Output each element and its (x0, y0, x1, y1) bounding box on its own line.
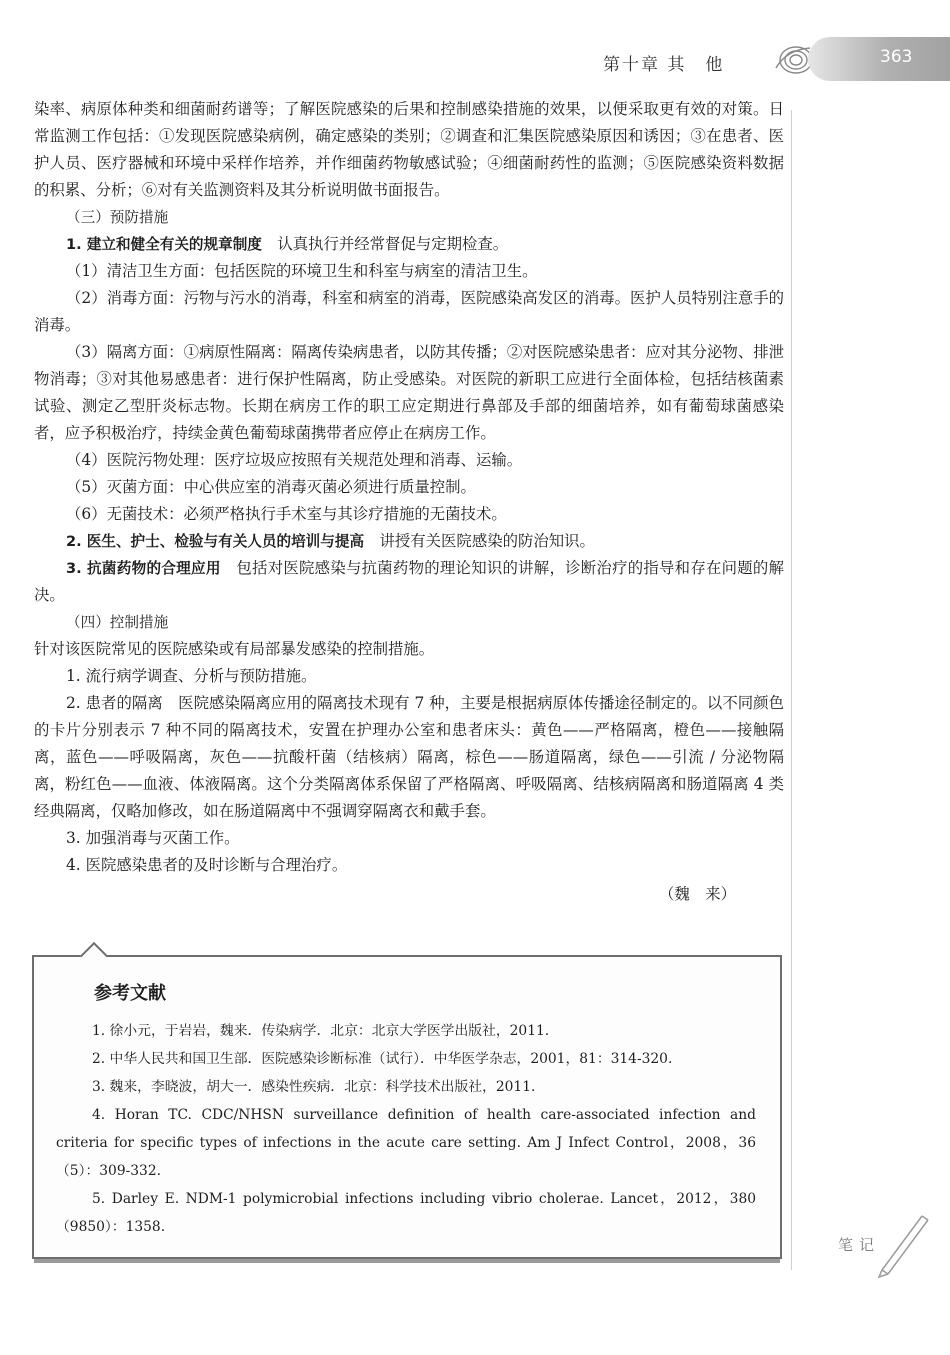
reference-item: 5. Darley E. NDM-1 polymicrobial infections including vibrio cholerae. Lancet，2012，380（9850）：1358. (56, 1191, 756, 1235)
chapter-header: 第十章 其 他 (603, 55, 725, 75)
body-text (34, 96, 784, 908)
item-training-text: 讲授有关医院感染的防治知识。 (379, 532, 595, 550)
references-title: 参考文献 (94, 983, 166, 1004)
section-title-prevention: （三）预防措施 (66, 209, 169, 226)
reference-item: 4. Horan TC. CDC/NHSN surveillance definition of health care-associated infection and criteria for specific types of infections in the acute care setting. Am J Infect Control，2008，36（5）：309-332. (56, 1107, 756, 1179)
item-disinfection: （2）消毒方面：污物与污水的消毒，科室和病室的消毒，医院感染高发区的消毒。医护人员特别注意手的消毒。 (34, 289, 784, 334)
reference-item: 3. 魏来，李晓波，胡大一．感染性疾病．北京：科学技术出版社，2011. (92, 1079, 536, 1095)
references-list (56, 1017, 756, 1241)
reference-item: 2. 中华人民共和国卫生部．医院感染诊断标准（试行）．中华医学杂志，2001，81：314-320. (92, 1051, 673, 1067)
item-antibiotics (34, 555, 784, 609)
author-signature: （魏 来） (659, 885, 736, 903)
item-hygiene: （1）清洁卫生方面：包括医院的环境卫生和科室与病室的清洁卫生。 (66, 262, 538, 280)
item-antibiotics-text: 包括对医院感染与抗菌药物的理论知识的讲解，诊断治疗的指导和存在问题的解决。 (34, 559, 784, 604)
item-rules-text: 认真执行并经常督促与定期检查。 (277, 235, 509, 253)
item-rules (34, 231, 784, 258)
reference-item: 1. 徐小元，于岩岩，魏来．传染病学．北京：北京大学医学出版社，2011. (92, 1023, 550, 1039)
page-number: 363 (880, 47, 913, 67)
references-footer-rule (34, 1259, 780, 1263)
item-sterilization: （5）灭菌方面：中心供应室的消毒灭菌必须进行质量控制。 (66, 478, 476, 496)
item-rules-heading: 1. 建立和健全有关的规章制度 (66, 236, 262, 253)
item-training (34, 528, 784, 555)
section-title-control: （四）控制措施 (66, 614, 169, 631)
control-item-diagnosis: 4. 医院感染患者的及时诊断与合理治疗。 (66, 856, 348, 874)
item-waste: （4）医院污物处理：医疗垃圾应按照有关规范处理和消毒、运输。 (66, 451, 523, 469)
pencil-icon (872, 1208, 932, 1278)
item-antibiotics-heading: 3. 抗菌药物的合理应用 (66, 560, 221, 577)
margin-rule (791, 110, 792, 1270)
control-item-isolation: 2. 患者的隔离 医院感染隔离应用的隔离技术现有 7 种，主要是根据病原体传播途径制定的。以不同颜色的卡片分别表示 7 种不同的隔离技术，安置在护理办公室和患者床头：黄色——严格隔离，橙色——接触隔离，蓝色——呼吸隔离，灰色——抗酸杆菌（结核病）隔离，棕色——肠道隔离，绿色——引流 / 分泌物隔离，粉红色——血液、体液隔离。这个分类隔离体系保留了严格隔离、呼吸隔离、结核病隔离和肠道隔离 4 类经典隔离，仅略加修改，如在肠道隔离中不强调穿隔离衣和戴手套。 (34, 694, 784, 820)
item-aseptic: （6）无菌技术：必须严格执行手术室与其诊疗措施的无菌技术。 (66, 505, 507, 523)
item-isolation: （3）隔离方面：①病原性隔离：隔离传染病患者，以防其传播；②对医院感染患者：应对其分泌物、排泄物消毒；③对其他易感患者：进行保护性隔离，防止受感染。对医院的新职工应进行全面体检，包括结核菌素试验、测定乙型肝炎标志物。长期在病房工作的职工应定期进行鼻部及手部的细菌培养，如有葡萄球菌感染者，应予积极治疗，持续金黄色葡萄球菌携带者应停止在病房工作。 (34, 343, 784, 442)
paragraph-monitoring: 染率、病原体种类和细菌耐药谱等；了解医院感染的后果和控制感染措施的效果，以便采取更有效的对策。日常监测工作包括：①发现医院感染病例，确定感染的类别；②调查和汇集医院感染原因和诱因；③在患者、医护人员、医疗器械和环境中采样作培养，并作细菌药物敏感试验；④细菌耐药性的监测；⑤医院感染资料数据的积累、分析；⑥对有关监测资料及其分析说明做书面报告。 (34, 100, 784, 199)
page-number-tab (808, 37, 950, 81)
item-training-heading: 2. 医生、护士、检验与有关人员的培训与提高 (66, 533, 365, 550)
references-box (32, 955, 782, 1259)
control-item-disinfection: 3. 加强消毒与灭菌工作。 (66, 829, 240, 847)
control-intro: 针对该医院常见的医院感染或有局部暴发感染的控制措施。 (34, 640, 435, 658)
control-item-epidemiology: 1. 流行病学调查、分析与预防措施。 (66, 667, 317, 685)
notes-label: 笔记 (838, 1236, 881, 1254)
